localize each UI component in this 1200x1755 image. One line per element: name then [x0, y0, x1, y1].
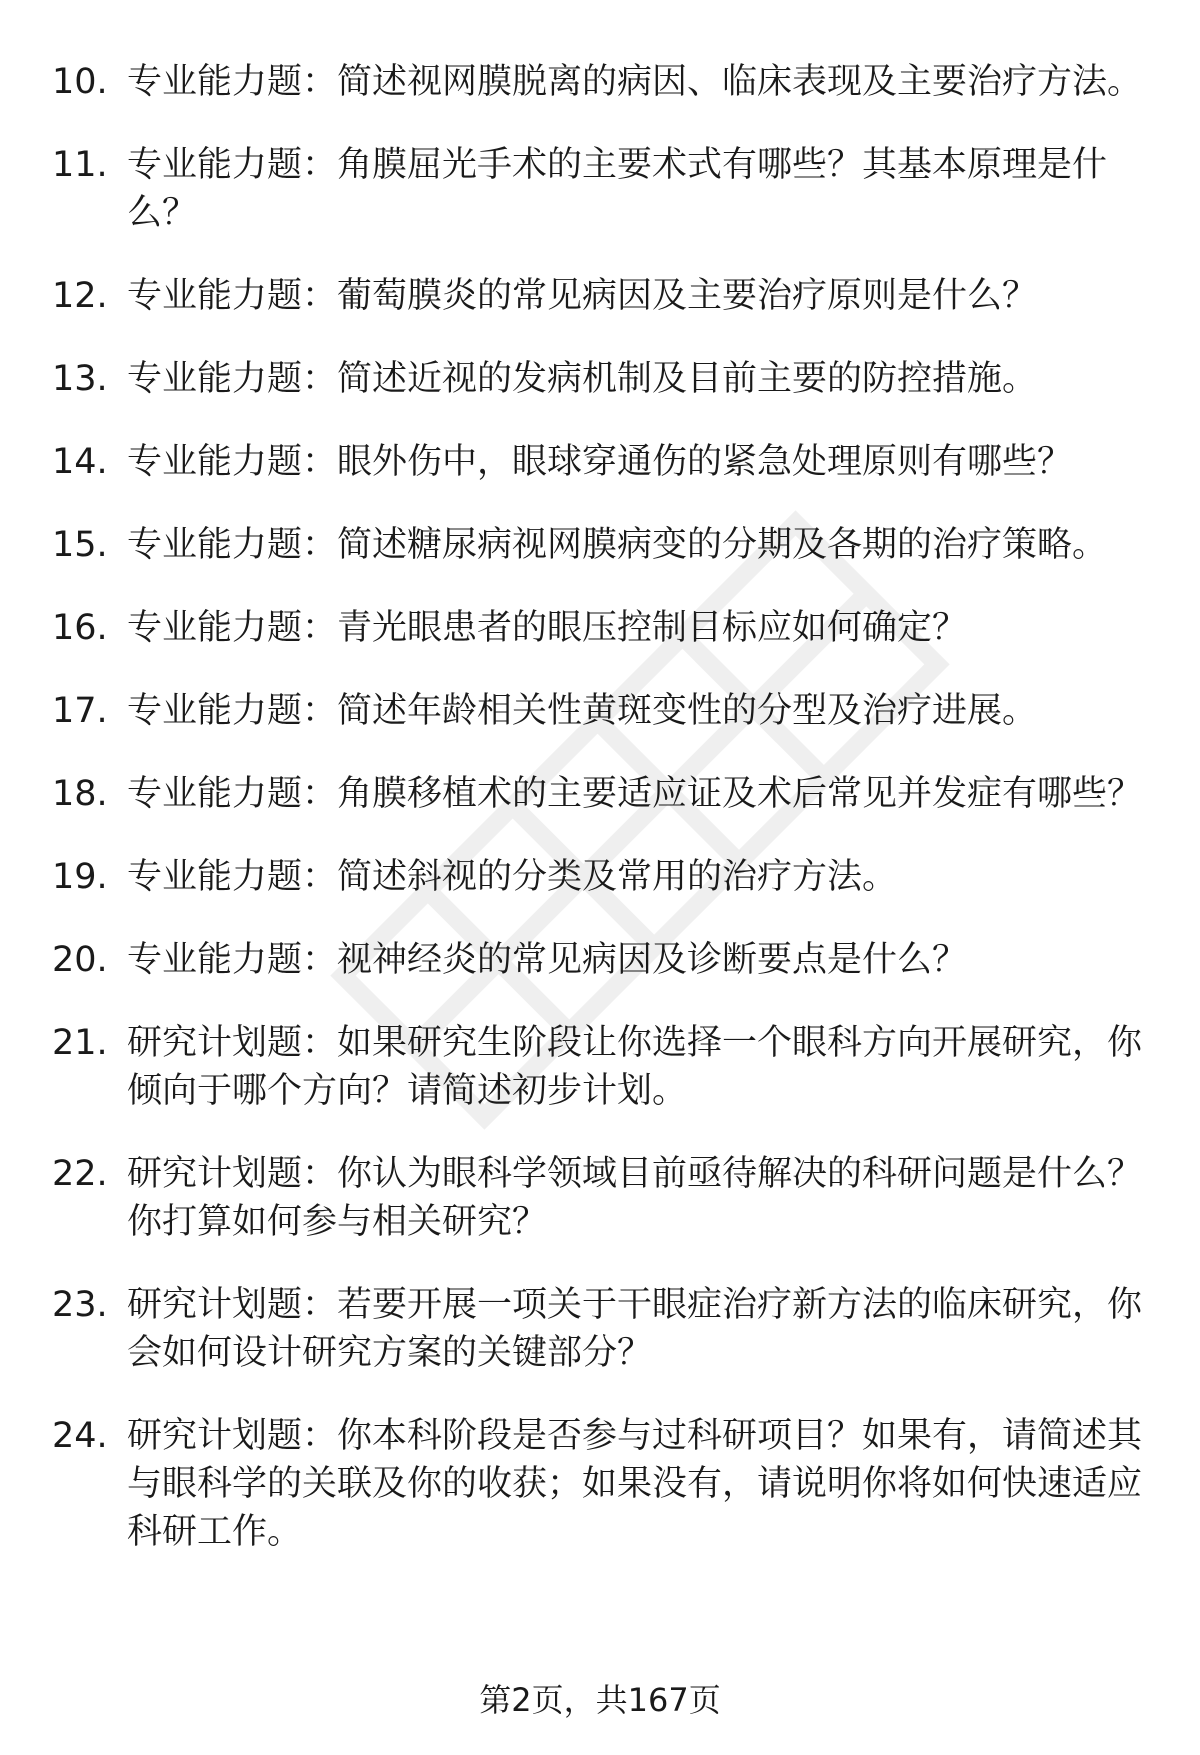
- question-number: 15.: [52, 525, 108, 565]
- question-number: 19.: [52, 857, 108, 897]
- question-item: [52, 687, 1152, 735]
- question-number: 11.: [52, 145, 108, 185]
- question-item: [52, 1150, 1152, 1246]
- question-text: 研究计划题：你本科阶段是否参与过科研项目？如果有，请简述其与眼科学的关联及你的收获；如果没有，请说明你将如何快速适应科研工作。: [127, 1416, 1143, 1552]
- question-number: 23.: [52, 1285, 108, 1325]
- question-item: [52, 853, 1152, 901]
- question-text: 专业能力题：视神经炎的常见病因及诊断要点是什么？: [127, 940, 968, 980]
- question-text: 专业能力题：简述斜视的分类及常用的治疗方法。: [127, 857, 898, 897]
- question-text: 专业能力题：眼外伤中，眼球穿通伤的紧急处理原则有哪些？: [127, 442, 1073, 482]
- question-text: 专业能力题：简述近视的发病机制及目前主要的防控措施。: [127, 359, 1038, 399]
- question-item: [52, 1412, 1152, 1556]
- question-item: [52, 355, 1152, 403]
- question-number: 10.: [52, 62, 108, 102]
- question-number: 21.: [52, 1023, 108, 1063]
- question-number: 13.: [52, 359, 108, 399]
- question-item: [52, 141, 1152, 237]
- question-text: 研究计划题：若要开展一项关于干眼症治疗新方法的临床研究，你会如何设计研究方案的关键部分？: [127, 1285, 1143, 1373]
- question-item: [52, 1019, 1152, 1115]
- question-text: 专业能力题：简述视网膜脱离的病因、临床表现及主要治疗方法。: [127, 62, 1143, 102]
- question-number: 20.: [52, 940, 108, 980]
- question-text: 专业能力题：角膜屈光手术的主要术式有哪些？其基本原理是什么？: [127, 145, 1108, 233]
- question-number: 18.: [52, 774, 108, 814]
- question-item: [52, 521, 1152, 569]
- question-number: 17.: [52, 691, 108, 731]
- question-text: 专业能力题：青光眼患者的眼压控制目标应如何确定？: [127, 608, 968, 648]
- question-number: 14.: [52, 442, 108, 482]
- question-item: [52, 272, 1152, 320]
- question-text: 研究计划题：你认为眼科学领域目前亟待解决的科研问题是什么？你打算如何参与相关研究？: [127, 1154, 1143, 1242]
- question-item: [52, 936, 1152, 984]
- question-number: 16.: [52, 608, 108, 648]
- question-item: [52, 1281, 1152, 1377]
- question-number: 22.: [52, 1154, 108, 1194]
- question-text: 研究计划题：如果研究生阶段让你选择一个眼科方向开展研究，你倾向于哪个方向？请简述初步计划。: [127, 1023, 1143, 1111]
- question-item: [52, 604, 1152, 652]
- question-text: 专业能力题：角膜移植术的主要适应证及术后常见并发症有哪些？: [127, 774, 1143, 814]
- question-item: [52, 438, 1152, 486]
- question-item: [52, 58, 1152, 106]
- question-item: [52, 770, 1152, 818]
- question-list: [52, 58, 1152, 1591]
- question-text: 专业能力题：简述糖尿病视网膜病变的分期及各期的治疗策略。: [127, 525, 1108, 565]
- question-text: 专业能力题：简述年龄相关性黄斑变性的分型及治疗进展。: [127, 691, 1038, 731]
- question-text: 专业能力题：葡萄膜炎的常见病因及主要治疗原则是什么？: [127, 276, 1038, 316]
- question-number: 24.: [52, 1416, 108, 1456]
- question-number: 12.: [52, 276, 108, 316]
- page-footer: 第2页，共167页: [479, 1681, 721, 1719]
